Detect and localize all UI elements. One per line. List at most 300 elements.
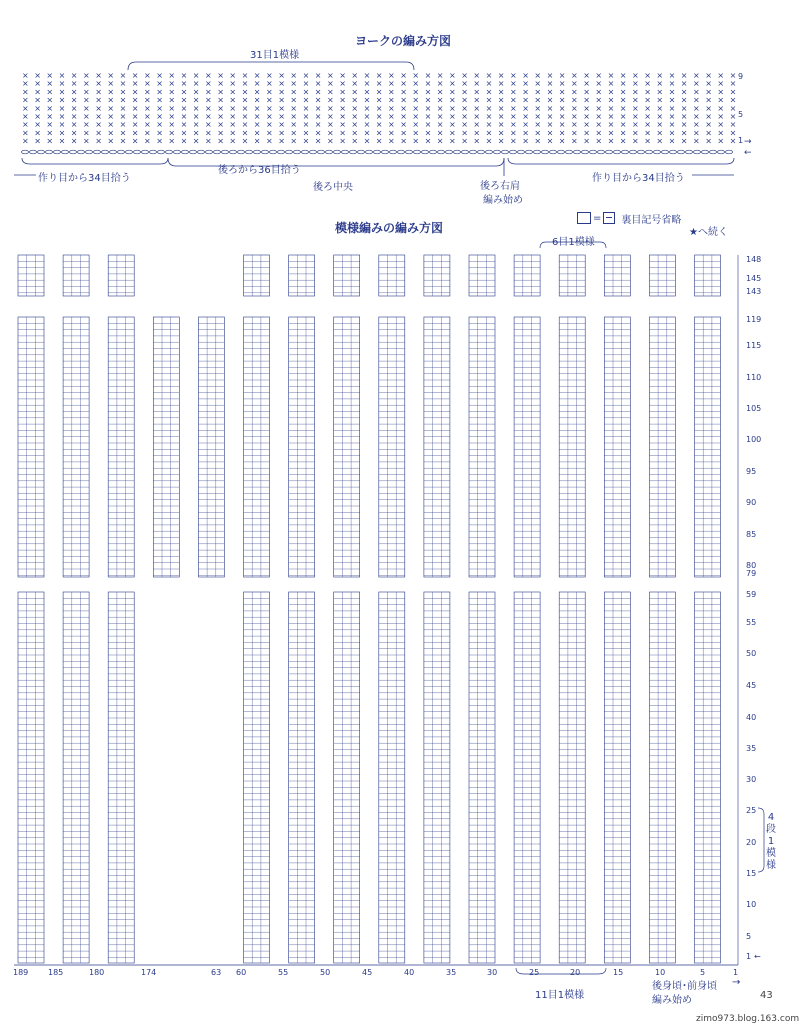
yoke-x-mark: × bbox=[70, 128, 78, 138]
yoke-chain-mark bbox=[670, 150, 677, 154]
yoke-chain-mark bbox=[190, 150, 197, 154]
yoke-x-mark: × bbox=[583, 87, 590, 97]
yoke-arrow-left: ← bbox=[744, 148, 752, 158]
grid-panel bbox=[469, 592, 495, 963]
yoke-x-mark: × bbox=[449, 128, 456, 138]
yoke-x-mark: × bbox=[497, 79, 505, 89]
yoke-x-mark: × bbox=[83, 128, 90, 138]
yoke-x-mark: × bbox=[534, 136, 542, 146]
yoke-x-mark: × bbox=[388, 128, 395, 138]
yoke-x-mark: × bbox=[693, 136, 700, 146]
col-5: 5 bbox=[700, 968, 706, 977]
yoke-x-mark: × bbox=[192, 95, 200, 105]
yoke-x-mark: × bbox=[717, 128, 725, 138]
yoke-x-mark: × bbox=[131, 128, 139, 138]
yoke-x-mark: × bbox=[266, 95, 273, 105]
yoke-chain-mark bbox=[630, 150, 637, 154]
repeat-6-bracket bbox=[540, 242, 606, 248]
yoke-x-mark: × bbox=[22, 112, 29, 121]
yoke-x-mark: × bbox=[607, 136, 615, 146]
yoke-x-mark: × bbox=[510, 103, 517, 113]
yoke-x-mark: × bbox=[619, 136, 627, 146]
yoke-x-mark: × bbox=[546, 120, 554, 130]
yoke-x-mark: × bbox=[558, 103, 566, 113]
grid-panel bbox=[18, 317, 44, 577]
yoke-x-mark: × bbox=[632, 71, 639, 80]
grid-panel bbox=[424, 317, 450, 577]
yoke-x-mark: × bbox=[180, 103, 188, 113]
yoke-x-mark: × bbox=[619, 87, 627, 97]
yoke-x-mark: × bbox=[449, 71, 456, 80]
yoke-x-mark: × bbox=[144, 103, 151, 113]
yoke-x-mark: × bbox=[192, 87, 200, 97]
yoke-x-mark: × bbox=[412, 87, 420, 97]
yoke-x-mark: × bbox=[156, 112, 163, 121]
yoke-x-mark: × bbox=[339, 95, 346, 105]
yoke-x-mark: × bbox=[266, 79, 273, 89]
grid-panel bbox=[695, 592, 721, 963]
yoke-x-mark: × bbox=[449, 136, 456, 146]
yoke-x-mark: × bbox=[131, 120, 139, 130]
yoke-x-mark: × bbox=[473, 136, 481, 146]
yoke-x-mark: × bbox=[510, 128, 517, 138]
col-60: 60 bbox=[236, 968, 247, 977]
yoke-x-mark: × bbox=[644, 103, 651, 113]
yoke-x-mark: × bbox=[314, 87, 322, 97]
yoke-x-mark: × bbox=[266, 87, 273, 97]
grid-panel bbox=[108, 592, 134, 963]
yoke-x-mark: × bbox=[619, 112, 627, 121]
yoke-x-mark: × bbox=[95, 136, 102, 146]
yoke-chain-mark bbox=[198, 150, 205, 154]
yoke-x-mark: × bbox=[546, 112, 554, 121]
yoke-chain-mark bbox=[334, 150, 341, 154]
yoke-chain-mark bbox=[566, 150, 573, 154]
yoke-x-mark: × bbox=[217, 79, 224, 89]
yoke-x-mark: × bbox=[510, 120, 517, 130]
yoke-x-mark: × bbox=[278, 103, 285, 113]
yoke-x-mark: × bbox=[327, 87, 334, 97]
yoke-x-mark: × bbox=[400, 87, 407, 97]
yoke-x-mark: × bbox=[70, 71, 78, 80]
yoke-x-mark: × bbox=[424, 95, 432, 105]
yoke-x-mark: × bbox=[729, 103, 737, 113]
yoke-x-mark: × bbox=[522, 87, 529, 97]
yoke-x-mark: × bbox=[131, 136, 139, 146]
yoke-x-mark: × bbox=[583, 112, 590, 121]
yoke-x-mark: × bbox=[375, 95, 383, 105]
yoke-x-mark: × bbox=[168, 136, 176, 146]
yoke-chain-mark bbox=[494, 150, 501, 154]
row-20: 20 bbox=[746, 838, 757, 847]
yoke-x-mark: × bbox=[266, 71, 273, 80]
yoke-x-mark: × bbox=[302, 95, 310, 105]
yoke-bracket-right bbox=[508, 158, 734, 164]
yoke-x-mark: × bbox=[424, 79, 432, 89]
yoke-x-mark: × bbox=[693, 79, 700, 89]
col-180: 180 bbox=[89, 968, 105, 977]
yoke-x-mark: × bbox=[461, 112, 468, 121]
yoke-x-mark: × bbox=[107, 95, 115, 105]
yoke-x-mark: × bbox=[180, 112, 188, 121]
yoke-x-mark: × bbox=[351, 71, 359, 80]
yoke-chain-mark bbox=[358, 150, 365, 154]
row-119: 119 bbox=[746, 315, 762, 324]
yoke-chain-mark bbox=[598, 150, 605, 154]
yoke-x-mark: × bbox=[83, 112, 90, 121]
yoke-x-mark: × bbox=[180, 87, 188, 97]
yoke-chain-mark bbox=[126, 150, 133, 154]
yoke-x-mark: × bbox=[375, 128, 383, 138]
yoke-x-mark: × bbox=[717, 95, 725, 105]
yoke-chain-mark bbox=[614, 150, 621, 154]
yoke-x-mark: × bbox=[412, 95, 420, 105]
yoke-x-mark: × bbox=[497, 120, 505, 130]
yoke-x-mark: × bbox=[485, 87, 493, 97]
yoke-x-mark: × bbox=[485, 95, 493, 105]
yoke-x-mark: × bbox=[217, 95, 224, 105]
yoke-x-mark: × bbox=[58, 128, 66, 138]
yoke-x-mark: × bbox=[400, 71, 407, 80]
yoke-x-mark: × bbox=[644, 136, 651, 146]
yoke-x-mark: × bbox=[510, 87, 517, 97]
yoke-x-mark: × bbox=[522, 128, 529, 138]
yoke-row-5: 5 bbox=[738, 110, 744, 119]
grid-panel bbox=[424, 592, 450, 963]
yoke-x-mark: × bbox=[571, 71, 578, 80]
yoke-x-mark: × bbox=[278, 79, 285, 89]
yoke-chain-mark bbox=[398, 150, 405, 154]
yoke-x-mark: × bbox=[522, 71, 529, 80]
yoke-x-mark: × bbox=[668, 79, 676, 89]
yoke-x-mark: × bbox=[314, 79, 322, 89]
yoke-x-mark: × bbox=[34, 71, 41, 80]
yoke-x-mark: × bbox=[156, 128, 163, 138]
yoke-x-mark: × bbox=[95, 71, 102, 80]
yoke-x-mark: × bbox=[424, 103, 432, 113]
yoke-chain-mark bbox=[326, 150, 333, 154]
yoke-x-mark: × bbox=[229, 136, 237, 146]
yoke-chain-mark bbox=[590, 150, 597, 154]
yoke-chain-mark bbox=[246, 150, 253, 154]
col-55: 55 bbox=[278, 968, 289, 977]
grid-panel bbox=[604, 592, 630, 963]
yoke-x-mark: × bbox=[217, 112, 224, 121]
yoke-x-mark: × bbox=[644, 112, 651, 121]
yoke-x-mark: × bbox=[583, 71, 590, 80]
yoke-x-mark: × bbox=[144, 95, 151, 105]
yoke-x-mark: × bbox=[668, 120, 676, 130]
yoke-x-mark: × bbox=[412, 71, 420, 80]
yoke-x-mark: × bbox=[83, 120, 90, 130]
row-5: 5 bbox=[746, 932, 752, 941]
yoke-x-mark: × bbox=[461, 79, 468, 89]
four-row-bracket bbox=[758, 808, 764, 872]
yoke-x-mark: × bbox=[22, 128, 29, 138]
yoke-chain-mark bbox=[222, 150, 229, 154]
yoke-x-mark: × bbox=[607, 103, 615, 113]
yoke-chain-mark bbox=[134, 150, 141, 154]
yoke-x-mark: × bbox=[229, 95, 237, 105]
yoke-x-mark: × bbox=[619, 95, 627, 105]
yoke-chain-mark bbox=[302, 150, 309, 154]
yoke-x-mark: × bbox=[266, 120, 273, 130]
yoke-x-mark: × bbox=[534, 120, 542, 130]
yoke-x-mark: × bbox=[351, 136, 359, 146]
yoke-repeat-label: 31目1模様 bbox=[250, 50, 300, 61]
yoke-chain-mark bbox=[94, 150, 101, 154]
yoke-x-mark: × bbox=[22, 120, 29, 130]
yoke-chain-mark bbox=[422, 150, 429, 154]
yoke-x-mark: × bbox=[485, 71, 493, 80]
yoke-x-mark: × bbox=[680, 79, 688, 89]
yoke-x-mark: × bbox=[156, 71, 163, 80]
yoke-x-mark: × bbox=[314, 128, 322, 138]
yoke-chain-mark bbox=[206, 150, 213, 154]
body-start-label: 後身頃･前身頃 bbox=[652, 981, 717, 992]
yoke-x-mark: × bbox=[241, 79, 249, 89]
watermark: zimo973.blog.163.com bbox=[696, 1014, 800, 1024]
yoke-chain-mark bbox=[558, 150, 565, 154]
grid-panel bbox=[18, 592, 44, 963]
yoke-x-mark: × bbox=[192, 120, 200, 130]
row-100: 100 bbox=[746, 435, 762, 444]
yoke-x-mark: × bbox=[144, 128, 151, 138]
yoke-x-mark: × bbox=[632, 103, 639, 113]
grid-panel bbox=[198, 317, 224, 577]
yoke-x-mark: × bbox=[314, 120, 322, 130]
grid-panel bbox=[559, 317, 585, 577]
col-35: 35 bbox=[446, 968, 457, 977]
yoke-x-mark: × bbox=[644, 71, 651, 80]
yoke-x-mark: × bbox=[156, 95, 163, 105]
yoke-x-mark: × bbox=[375, 87, 383, 97]
yoke-chain-mark bbox=[286, 150, 293, 154]
yoke-chain-mark bbox=[174, 150, 181, 154]
yoke-x-mark: × bbox=[241, 71, 249, 80]
yoke-x-mark: × bbox=[680, 95, 688, 105]
yoke-x-mark: × bbox=[632, 120, 639, 130]
yoke-x-mark: × bbox=[70, 112, 78, 121]
yoke-x-mark: × bbox=[656, 71, 664, 80]
yoke-x-mark: × bbox=[388, 71, 395, 80]
yoke-chain-mark bbox=[534, 150, 541, 154]
yoke-x-mark: × bbox=[363, 120, 371, 130]
yoke-x-mark: × bbox=[412, 103, 420, 113]
yoke-x-mark: × bbox=[217, 136, 224, 146]
yoke-x-mark: × bbox=[558, 79, 566, 89]
yoke-x-mark: × bbox=[485, 136, 493, 146]
yoke-chain-mark bbox=[526, 150, 533, 154]
yoke-x-mark: × bbox=[705, 120, 712, 130]
yoke-x-mark: × bbox=[34, 112, 41, 121]
yoke-x-mark: × bbox=[46, 95, 54, 105]
row-95: 95 bbox=[746, 467, 757, 476]
yoke-x-mark: × bbox=[680, 128, 688, 138]
yoke-chain-mark bbox=[278, 150, 285, 154]
yoke-chain-mark bbox=[102, 150, 109, 154]
yoke-x-mark: × bbox=[278, 87, 285, 97]
yoke-chain-mark bbox=[382, 150, 389, 154]
yoke-x-mark: × bbox=[510, 136, 517, 146]
yoke-x-mark: × bbox=[705, 103, 712, 113]
yoke-x-mark: × bbox=[461, 120, 468, 130]
yoke-x-mark: × bbox=[327, 71, 334, 80]
yoke-x-mark: × bbox=[680, 87, 688, 97]
yoke-x-mark: × bbox=[217, 120, 224, 130]
yoke-x-mark: × bbox=[534, 71, 542, 80]
yoke-x-mark: × bbox=[290, 136, 298, 146]
yoke-x-mark: × bbox=[461, 87, 468, 97]
yoke-x-mark: × bbox=[290, 71, 298, 80]
yoke-chain-mark bbox=[694, 150, 701, 154]
yoke-x-mark: × bbox=[314, 103, 322, 113]
yoke-x-mark: × bbox=[473, 79, 481, 89]
yoke-x-mark: × bbox=[119, 87, 127, 97]
col-20: 20 bbox=[570, 968, 581, 977]
yoke-x-mark: × bbox=[229, 112, 237, 121]
pattern-title: 模様編みの編み方図 bbox=[335, 221, 444, 235]
yoke-x-mark: × bbox=[156, 136, 163, 146]
yoke-x-mark: × bbox=[314, 136, 322, 146]
yoke-x-mark: × bbox=[22, 95, 29, 105]
yoke-x-mark: × bbox=[729, 71, 737, 80]
yoke-x-mark: × bbox=[644, 79, 651, 89]
yoke-x-mark: × bbox=[290, 95, 298, 105]
yoke-x-mark: × bbox=[388, 120, 395, 130]
yoke-x-mark: × bbox=[680, 120, 688, 130]
yoke-chain-mark bbox=[38, 150, 45, 154]
yoke-x-mark: × bbox=[473, 120, 481, 130]
yoke-x-mark: × bbox=[717, 71, 725, 80]
yoke-x-mark: × bbox=[83, 79, 90, 89]
yoke-x-mark: × bbox=[522, 95, 529, 105]
yoke-chain-mark bbox=[406, 150, 413, 154]
yoke-x-mark: × bbox=[485, 103, 493, 113]
yoke-x-mark: × bbox=[619, 103, 627, 113]
yoke-x-mark: × bbox=[644, 95, 651, 105]
yoke-x-mark: × bbox=[205, 71, 212, 80]
yoke-x-mark: × bbox=[705, 95, 712, 105]
yoke-x-mark: × bbox=[156, 103, 163, 113]
yoke-x-mark: × bbox=[436, 71, 444, 80]
yoke-x-mark: × bbox=[705, 136, 712, 146]
yoke-left-pickup: 作り目から34目拾う bbox=[38, 173, 131, 184]
yoke-x-mark: × bbox=[241, 95, 249, 105]
yoke-x-mark: × bbox=[302, 79, 310, 89]
yoke-x-mark: × bbox=[351, 112, 359, 121]
yoke-x-mark: × bbox=[205, 95, 212, 105]
continue-marker: ★へ続く bbox=[689, 227, 728, 238]
col-25: 25 bbox=[529, 968, 540, 977]
yoke-x-mark: × bbox=[436, 103, 444, 113]
yoke-x-mark: × bbox=[34, 79, 41, 89]
yoke-x-mark: × bbox=[58, 71, 66, 80]
yoke-x-mark: × bbox=[595, 79, 603, 89]
yoke-x-mark: × bbox=[705, 71, 712, 80]
yoke-x-mark: × bbox=[693, 87, 700, 97]
yoke-x-mark: × bbox=[546, 71, 554, 80]
yoke-x-mark: × bbox=[473, 112, 481, 121]
yoke-x-mark: × bbox=[522, 136, 529, 146]
yoke-x-mark: × bbox=[46, 71, 54, 80]
yoke-x-mark: × bbox=[375, 71, 383, 80]
yoke-x-mark: × bbox=[656, 136, 664, 146]
yoke-x-mark: × bbox=[46, 136, 54, 146]
yoke-x-mark: × bbox=[58, 120, 66, 130]
yoke-x-mark: × bbox=[229, 71, 237, 80]
yoke-x-mark: × bbox=[449, 112, 456, 121]
yoke-chain-mark bbox=[502, 150, 509, 154]
yoke-x-mark: × bbox=[290, 79, 298, 89]
yoke-chain-mark bbox=[486, 150, 493, 154]
yoke-chain-mark bbox=[230, 150, 237, 154]
yoke-x-mark: × bbox=[70, 95, 78, 105]
yoke-chain-mark bbox=[294, 150, 301, 154]
yoke-x-mark: × bbox=[473, 128, 481, 138]
yoke-x-mark: × bbox=[632, 112, 639, 121]
yoke-x-mark: × bbox=[729, 112, 737, 121]
yoke-chain-mark bbox=[726, 150, 733, 154]
yoke-x-mark: × bbox=[375, 120, 383, 130]
yoke-chain-mark bbox=[518, 150, 525, 154]
yoke-x-mark: × bbox=[510, 71, 517, 80]
grid-panel bbox=[244, 592, 270, 963]
yoke-x-mark: × bbox=[95, 120, 102, 130]
yoke-x-mark: × bbox=[546, 128, 554, 138]
yoke-x-mark: × bbox=[131, 79, 139, 89]
yoke-x-mark: × bbox=[180, 120, 188, 130]
yoke-x-mark: × bbox=[583, 136, 590, 146]
row-105: 105 bbox=[746, 404, 762, 413]
col-10: 10 bbox=[655, 968, 666, 977]
yoke-chain-mark bbox=[342, 150, 349, 154]
yoke-x-mark: × bbox=[546, 95, 554, 105]
repeat-6-label: 6目1模様 bbox=[552, 237, 595, 248]
yoke-chain-mark bbox=[238, 150, 245, 154]
yoke-x-mark: × bbox=[375, 112, 383, 121]
yoke-x-mark: × bbox=[46, 128, 54, 138]
yoke-chain-mark bbox=[166, 150, 173, 154]
yoke-chain-mark bbox=[62, 150, 69, 154]
row-arrow: ← bbox=[754, 952, 761, 961]
yoke-x-mark: × bbox=[107, 112, 115, 121]
yoke-x-mark: × bbox=[339, 128, 346, 138]
yoke-chain-mark bbox=[478, 150, 485, 154]
yoke-x-mark: × bbox=[253, 128, 261, 138]
yoke-x-mark: × bbox=[558, 120, 566, 130]
yoke-x-mark: × bbox=[22, 103, 29, 113]
yoke-chain-mark bbox=[718, 150, 725, 154]
yoke-x-mark: × bbox=[729, 136, 737, 146]
yoke-chain-mark bbox=[270, 150, 277, 154]
yoke-chain-mark bbox=[662, 150, 669, 154]
yoke-x-mark: × bbox=[705, 128, 712, 138]
yoke-x-mark: × bbox=[424, 71, 432, 80]
yoke-chain-mark bbox=[654, 150, 661, 154]
yoke-x-mark: × bbox=[107, 87, 115, 97]
yoke-x-mark: × bbox=[534, 87, 542, 97]
grid-panel bbox=[604, 317, 630, 577]
yoke-x-mark: × bbox=[70, 136, 78, 146]
yoke-x-mark: × bbox=[205, 128, 212, 138]
yoke-x-mark: × bbox=[583, 128, 590, 138]
yoke-x-mark: × bbox=[253, 79, 261, 89]
yoke-x-mark: × bbox=[668, 71, 676, 80]
yoke-x-mark: × bbox=[668, 136, 676, 146]
yoke-back-pickup: 後ろから36目拾う bbox=[218, 165, 301, 176]
yoke-x-mark: × bbox=[278, 71, 285, 80]
